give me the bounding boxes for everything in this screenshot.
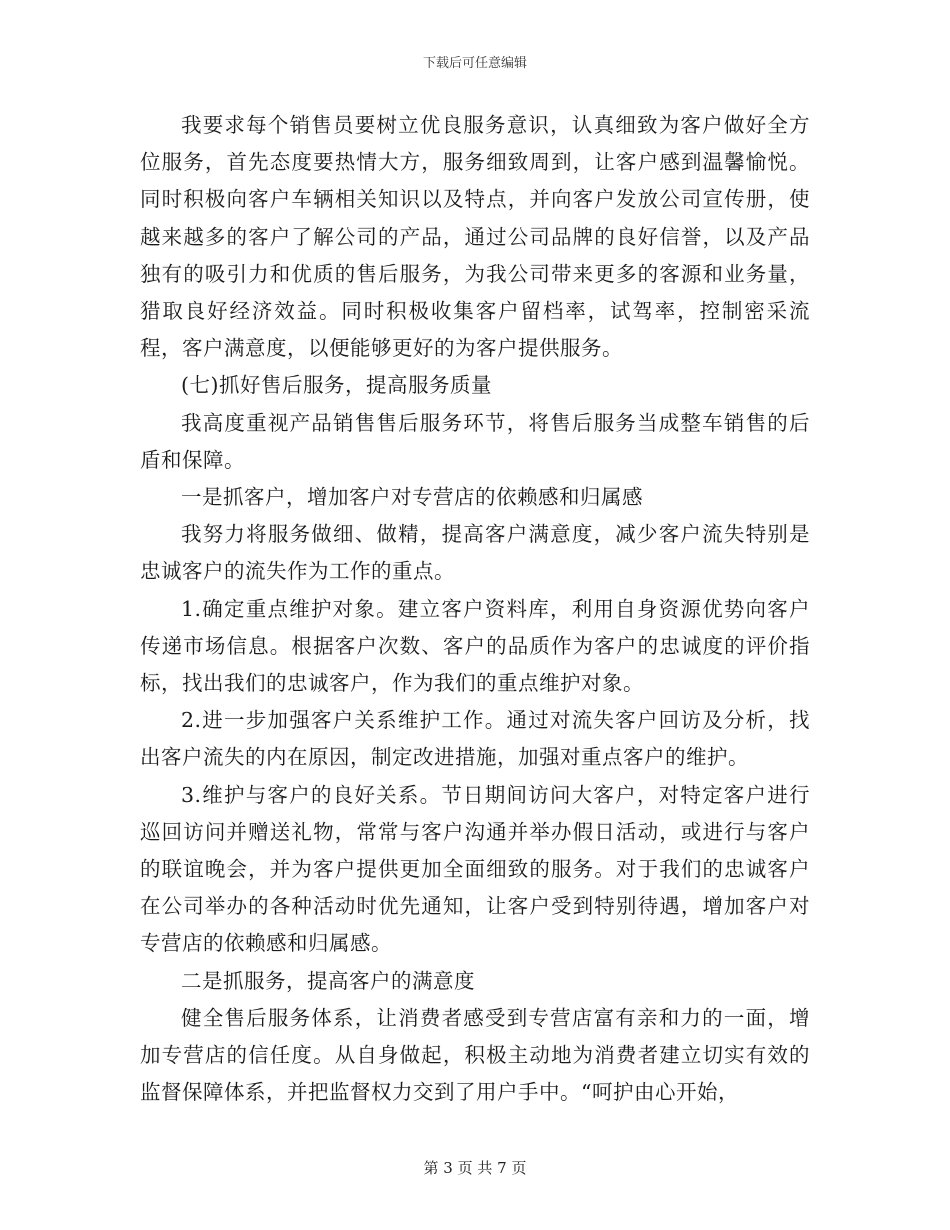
subheading-service-satisfaction: 二是抓服务，提高客户的满意度 — [181, 968, 475, 993]
section-heading-after-sales: (七)抓好售后服务，提高服务质量 — [181, 373, 492, 398]
page-footer: 第 3 页 共 7 页 — [423, 1159, 527, 1177]
paragraph-service-awareness: 我要求每个销售员要树立优良服务意识，认真细致为客户做好全方位服务，首先态度要热情大方，服务细致周到，让客户感到温馨愉悦。同时积极向客户车辆相关知识以及特点，并向客户发放公司宣传册，使越来越多的客户了解公司的产品，通过公司品牌的良好信誉，以及产品独有的吸引力和优质的售后服务，为我公司带来更多的客源和业务量，猎取良好经济效益。同时积极收集客户留档率，试驾率，控制密采流程，客户满意度，以便能够更好的为客户提供服务。 — [140, 113, 810, 361]
list-item-relationship-maintenance: 2.进一步加强客户关系维护工作。通过对流失客户回访及分析，找出客户流失的内在原因，制定改进措施，加强对重点客户的维护。 — [140, 708, 810, 770]
document-body — [140, 107, 810, 1111]
paragraph-customer-focus: 我努力将服务做细、做精，提高客户满意度，减少客户流失特别是忠诚客户的流失作为工作的重点。 — [140, 522, 810, 584]
paragraph-after-sales-importance: 我高度重视产品销售售后服务环节，将售后服务当成整车销售的后盾和保障。 — [140, 410, 810, 472]
page-header: 下载后可任意编辑 — [422, 56, 527, 71]
subheading-customer-loyalty: 一是抓客户，增加客户对专营店的依赖感和归属感 — [181, 485, 643, 510]
list-item-key-targets: 1.确定重点维护对象。建立客户资料库，利用自身资源优势向客户传递市场信息。根据客户次数、客户的品质作为客户的忠诚度的评价指标，找出我们的忠诚客户，作为我们的重点维护对象。 — [140, 596, 810, 696]
list-item-good-relations: 3.维护与客户的良好关系。节日期间访问大客户，对特定客户进行巡回访问并赠送礼物，常常与客户沟通并举办假日活动，或进行与客户的联谊晚会，并为客户提供更加全面细致的服务。对于我们的忠诚客户在公司举办的各种活动时优先通知，让客户受到特别待遇，增加客户对专营店的依赖感和归属感。 — [140, 782, 810, 956]
paragraph-service-system: 健全售后服务体系，让消费者感受到专营店富有亲和力的一面，增加专营店的信任度。从自身做起，积极主动地为消费者建立切实有效的监督保障体系，并把监督权力交到了用户手中。“呵护由心开始， — [140, 1005, 810, 1105]
